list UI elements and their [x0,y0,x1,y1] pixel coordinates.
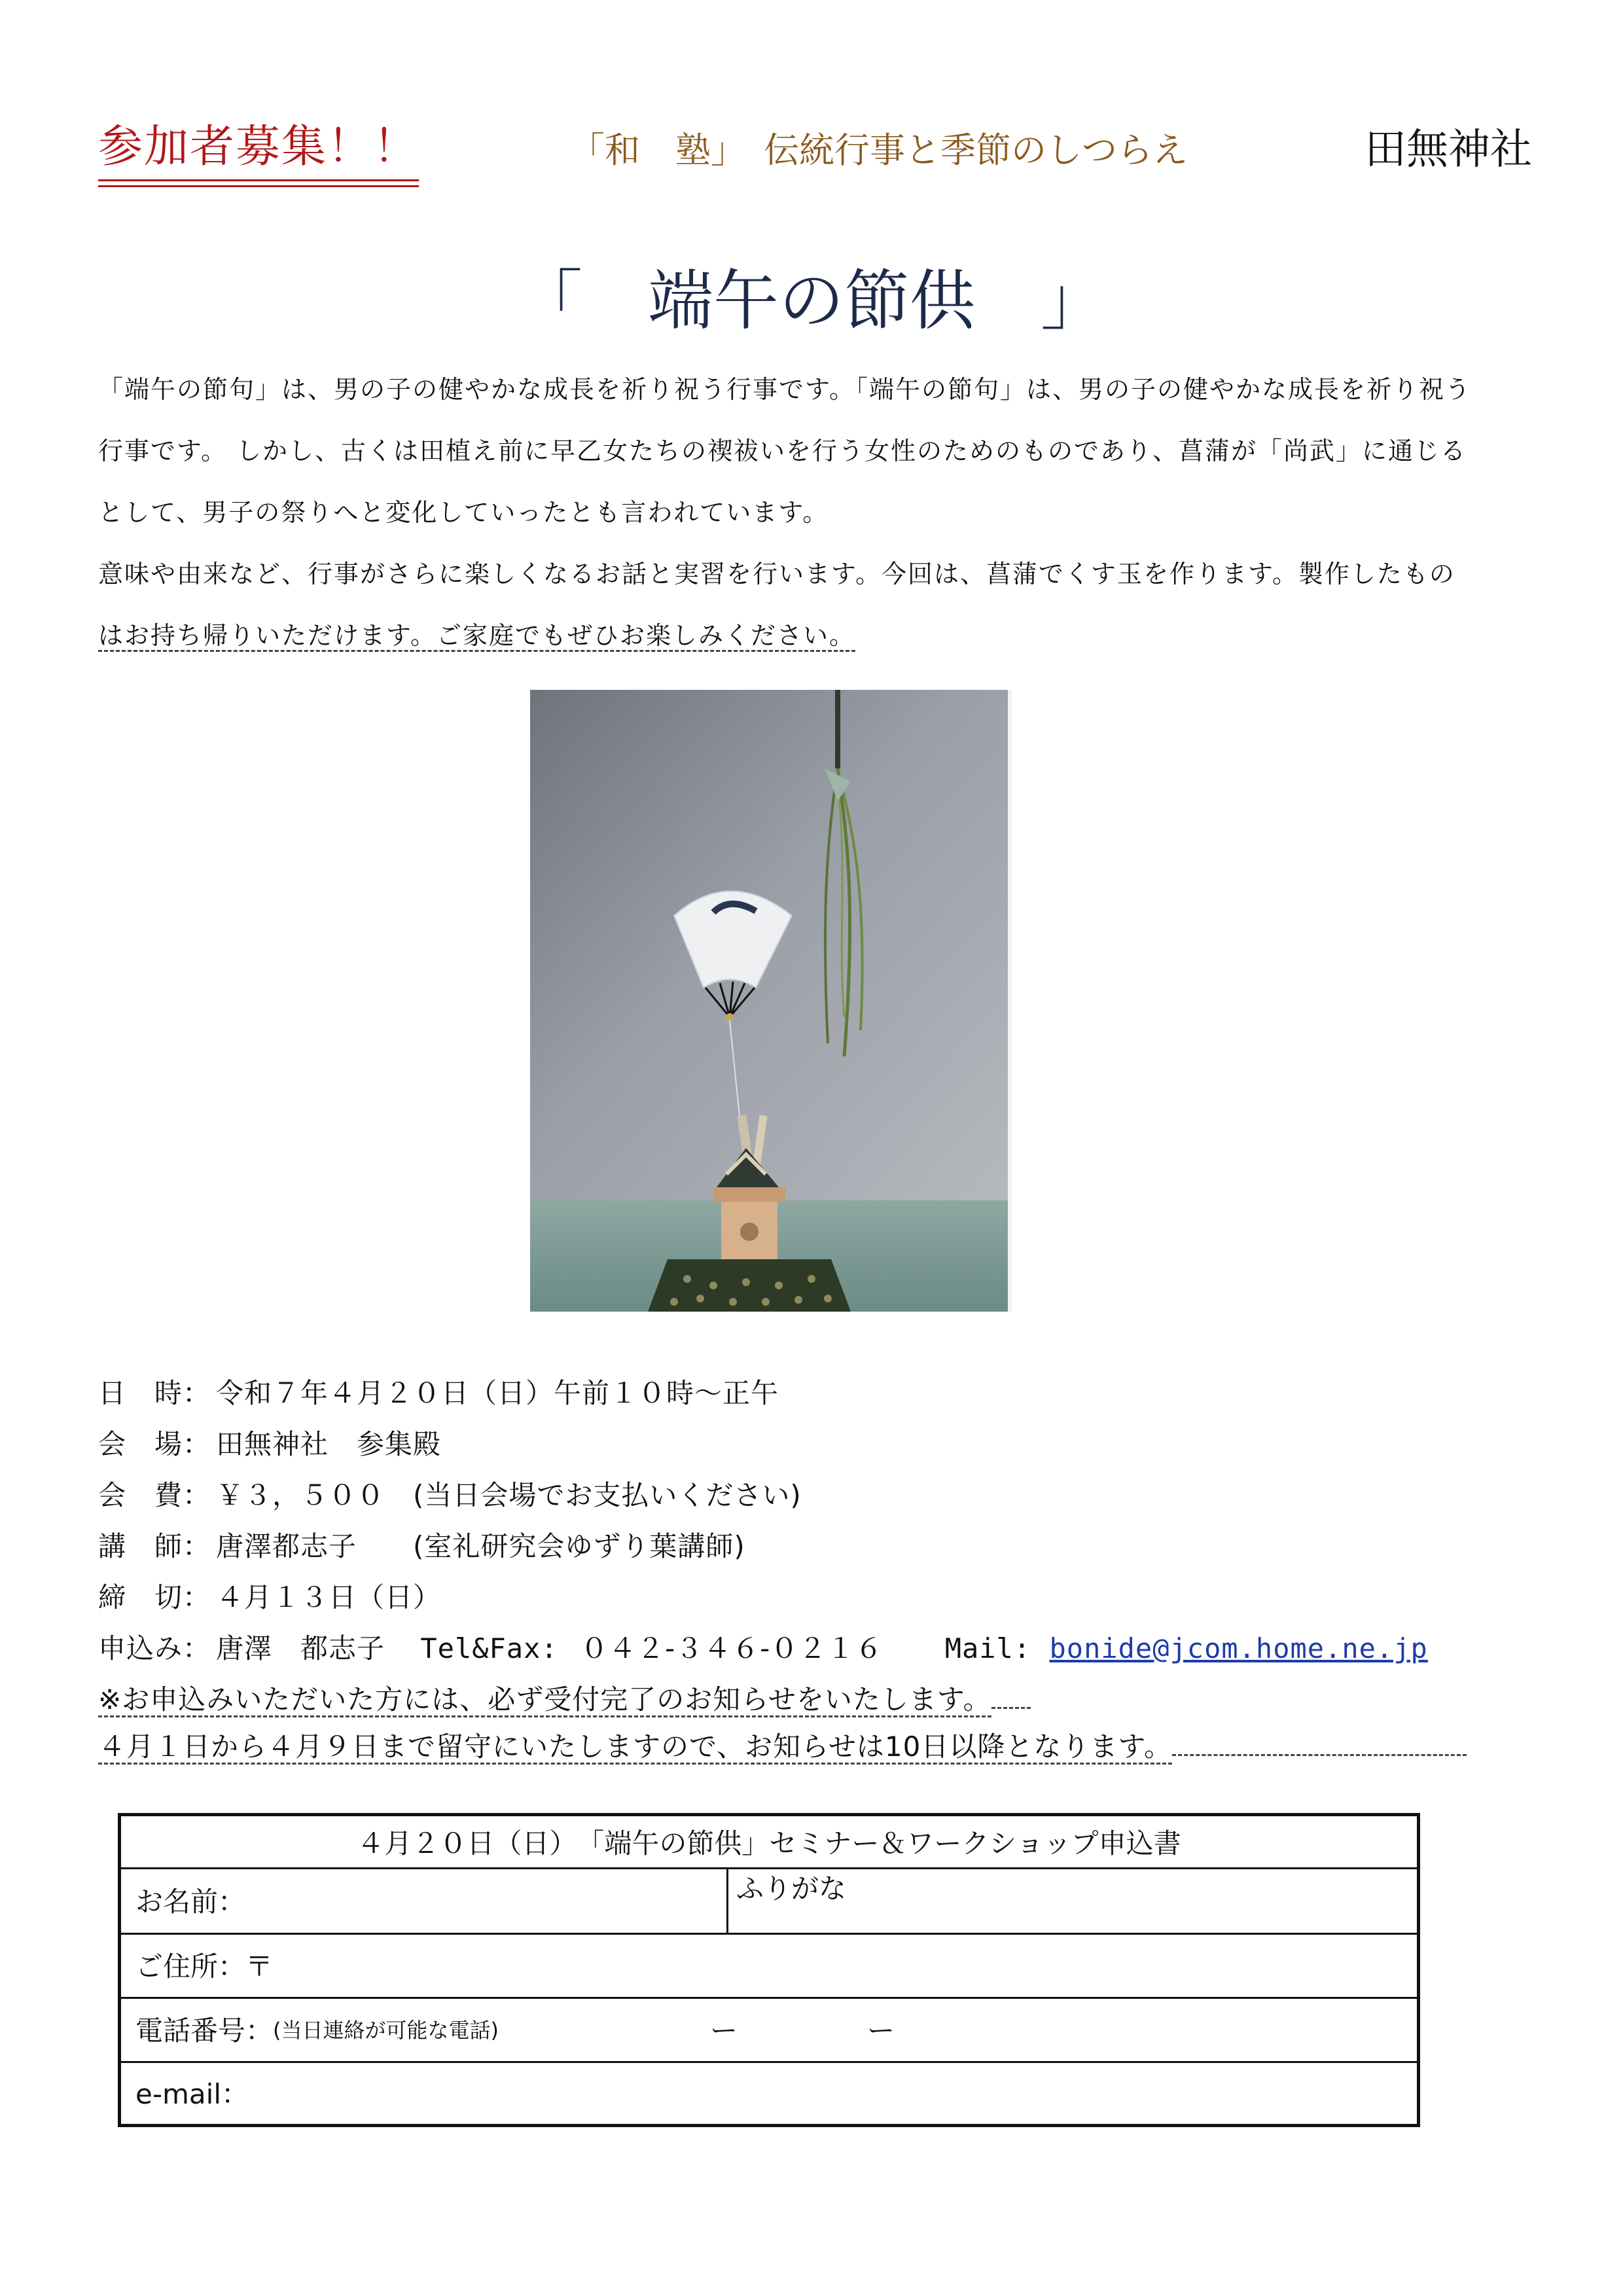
deadline-value: ４月１３日（日） [216,1581,442,1613]
note-2 [98,1721,1531,1772]
fee-label: 会 費： [98,1479,211,1511]
mail-label: Mail: [944,1632,1031,1664]
email-link[interactable]: bonide@jcom.home.ne.jp [1049,1632,1428,1664]
venue-label: 会 場： [98,1428,211,1460]
form-heading-row [121,1816,1417,1869]
form-phone-row [121,1997,1417,2063]
detail-application [98,1623,1428,1674]
address-label: ご住所：〒 [135,1950,274,1982]
phone-separator: ー [867,2015,895,2047]
detail-fee [98,1470,802,1521]
recruit-heading: 参加者募集！！ [98,118,419,181]
page-title: 「 端午の節供 」 [517,262,1106,339]
apply-label: 申込み： [98,1632,211,1664]
phone-note: (当日連絡が可能な電話) [273,2018,499,2043]
email-label: e-mail： [135,2078,249,2110]
application-form [118,1813,1420,2127]
tel-value: ０４２-３４６-０２１６ [580,1632,883,1664]
note-2-text: ４月１日から４月９日まで留守にいたしますので、お知らせは10日以降となります。 [98,1731,1172,1765]
venue-value: 田無神社 参集殿 [216,1428,442,1460]
date-value: 令和７年４月２０日（日）午前１０時～正午 [216,1377,779,1409]
detail-lecturer [98,1521,745,1572]
name-label: お名前： [135,1886,246,1918]
form-heading: ４月２０日（日） 「端午の節供」セミナー＆ワークショップ申込書 [357,1827,1181,1859]
address-field[interactable] [135,1933,273,1997]
detail-deadline [98,1572,441,1623]
kusudama-photo [530,690,1012,1326]
intro-line [98,605,1531,666]
intro-line: 意味や由来など、行事がさらに楽しくなるお話と実習を行います。今回は、菖蒲でくす玉を作ります。製作したもの [98,560,1455,588]
phone-field[interactable] [135,1997,499,2061]
series-title: 「和 塾」 伝統行事と季節のしつらえ [569,130,1188,171]
email-field[interactable] [135,2061,249,2124]
organizer-name: 田無神社 [1364,126,1532,174]
furigana-field[interactable] [736,1867,846,1907]
apply-name: 唐澤 都志子 [216,1632,385,1664]
tel-label: Tel&Fax: [420,1632,558,1664]
form-email-row [121,2061,1417,2124]
note-1-text: ※お申込みいただいた方には、必ず受付完了のお知らせをいたします。 [98,1683,991,1717]
form-name-row [121,1867,1417,1935]
detail-date [98,1368,779,1419]
intro-line: 「端午の節句」は、男の子の健やかな成長を祈り祝う行事です。「端午の節句」は、男の子の健やかな成長を祈り祝う [98,375,1471,404]
date-label: 日 時： [98,1377,211,1409]
furigana-label: ふりがな [736,1873,847,1905]
intro-line: 行事です。 しかし、古くは田植え前に早乙女たちの禊祓いを行う女性のためのものであり、菖蒲が「尚武」に通じる [98,437,1467,465]
intro-line: として、男子の祭りへと変化していったとも言われています。 [98,498,829,527]
phone-separator: ー [710,2015,738,2047]
form-address-row [121,1933,1417,1999]
deadline-label: 締 切： [98,1581,211,1613]
fee-value: ￥３，５００ (当日会場でお支払いください) [216,1479,802,1511]
phone-label: 電話番号： [135,2015,274,2047]
intro-paragraph-1 [98,359,1531,543]
note-1 [98,1674,1031,1725]
name-field[interactable] [135,1867,245,1933]
detail-venue [98,1419,441,1470]
intro-line-text: はお持ち帰りいただけます。ご家庭でもぜひお楽しみください。 [98,621,855,652]
intro-paragraph-2 [98,543,1531,666]
name-divider [726,1867,728,1933]
lecturer-value: 唐澤都志子 (室礼研究会ゆずり葉講師) [216,1530,745,1562]
lecturer-label: 講 師： [98,1530,211,1562]
